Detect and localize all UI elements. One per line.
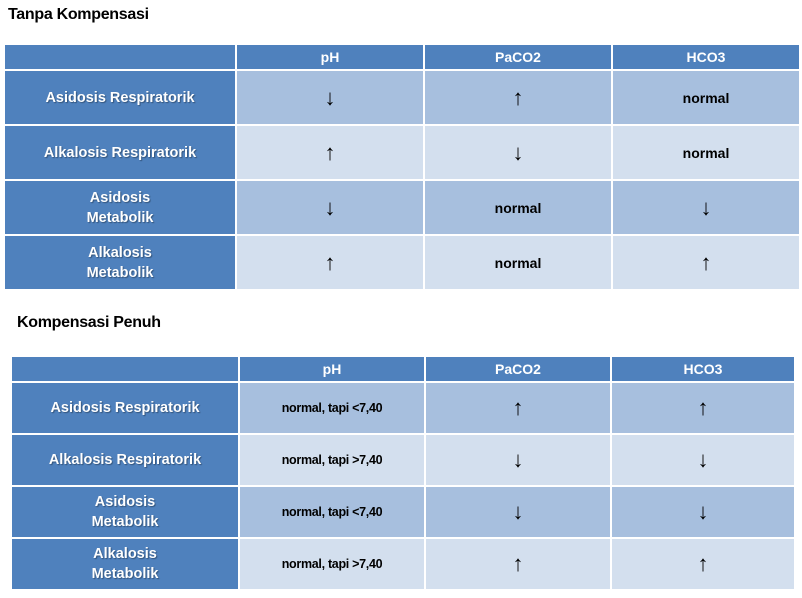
row-label: Asidosis Metabolik <box>4 180 236 235</box>
cell-ph <box>236 70 424 125</box>
cell-ph: normal, tapi >7,40 <box>239 538 425 590</box>
arrow-down-icon: ↓ <box>512 499 524 524</box>
cell-hco3 <box>611 434 795 486</box>
table-row <box>4 125 800 180</box>
table-row <box>4 70 800 125</box>
table-row <box>11 486 795 538</box>
cell-ph <box>236 125 424 180</box>
cell-hco3 <box>612 235 800 290</box>
table-tanpa-kompensasi <box>3 43 801 291</box>
arrow-down-icon: ↓ <box>324 84 336 110</box>
table-row <box>4 235 800 290</box>
header-empty <box>11 356 239 382</box>
header-paco2: PaCO2 <box>425 356 611 382</box>
cell-paco2 <box>425 382 611 434</box>
table-row <box>11 434 795 486</box>
cell-ph: normal, tapi >7,40 <box>239 434 425 486</box>
cell-ph: normal, tapi <7,40 <box>239 486 425 538</box>
cell-paco2 <box>425 434 611 486</box>
header-ph: pH <box>236 44 424 70</box>
table-row <box>11 382 795 434</box>
cell-hco3: normal <box>612 70 800 125</box>
cell-paco2 <box>425 486 611 538</box>
arrow-down-icon: ↓ <box>324 194 336 220</box>
table-row <box>4 180 800 235</box>
row-label: Alkalosis Respiratorik <box>4 125 236 180</box>
arrow-up-icon: ↑ <box>512 84 524 110</box>
row-label: Asidosis Respiratorik <box>4 70 236 125</box>
table-row <box>11 538 795 590</box>
cell-ph <box>236 180 424 235</box>
cell-ph: normal, tapi <7,40 <box>239 382 425 434</box>
arrow-down-icon: ↓ <box>700 194 712 220</box>
arrow-up-icon: ↑ <box>512 551 524 576</box>
cell-paco2 <box>424 70 612 125</box>
arrow-up-icon: ↑ <box>697 395 709 420</box>
row-label: Asidosis Respiratorik <box>11 382 239 434</box>
row-label: Alkalosis Metabolik <box>4 235 236 290</box>
cell-hco3 <box>611 382 795 434</box>
section-title-kompensasi-penuh: Kompensasi Penuh <box>17 314 161 331</box>
cell-paco2: normal <box>424 180 612 235</box>
cell-ph <box>236 235 424 290</box>
header-empty <box>4 44 236 70</box>
arrow-down-icon: ↓ <box>512 139 524 165</box>
header-row <box>4 44 800 70</box>
header-paco2: PaCO2 <box>424 44 612 70</box>
row-label: Asidosis Metabolik <box>11 486 239 538</box>
arrow-down-icon: ↓ <box>697 499 709 524</box>
cell-paco2 <box>425 538 611 590</box>
cell-hco3 <box>611 486 795 538</box>
cell-paco2 <box>424 125 612 180</box>
arrow-up-icon: ↑ <box>512 395 524 420</box>
header-ph: pH <box>239 356 425 382</box>
arrow-up-icon: ↑ <box>324 249 336 275</box>
cell-hco3 <box>611 538 795 590</box>
cell-paco2: normal <box>424 235 612 290</box>
header-row <box>11 356 795 382</box>
row-label: Alkalosis Metabolik <box>11 538 239 590</box>
arrow-down-icon: ↓ <box>512 447 524 472</box>
arrow-up-icon: ↑ <box>700 249 712 275</box>
arrow-up-icon: ↑ <box>324 139 336 165</box>
arrow-down-icon: ↓ <box>697 447 709 472</box>
header-hco3: HCO3 <box>612 44 800 70</box>
section-title-tanpa-kompensasi: Tanpa Kompensasi <box>8 6 149 23</box>
header-hco3: HCO3 <box>611 356 795 382</box>
row-label: Alkalosis Respiratorik <box>11 434 239 486</box>
table-kompensasi-penuh <box>10 355 796 591</box>
cell-hco3 <box>612 180 800 235</box>
arrow-up-icon: ↑ <box>697 551 709 576</box>
cell-hco3: normal <box>612 125 800 180</box>
